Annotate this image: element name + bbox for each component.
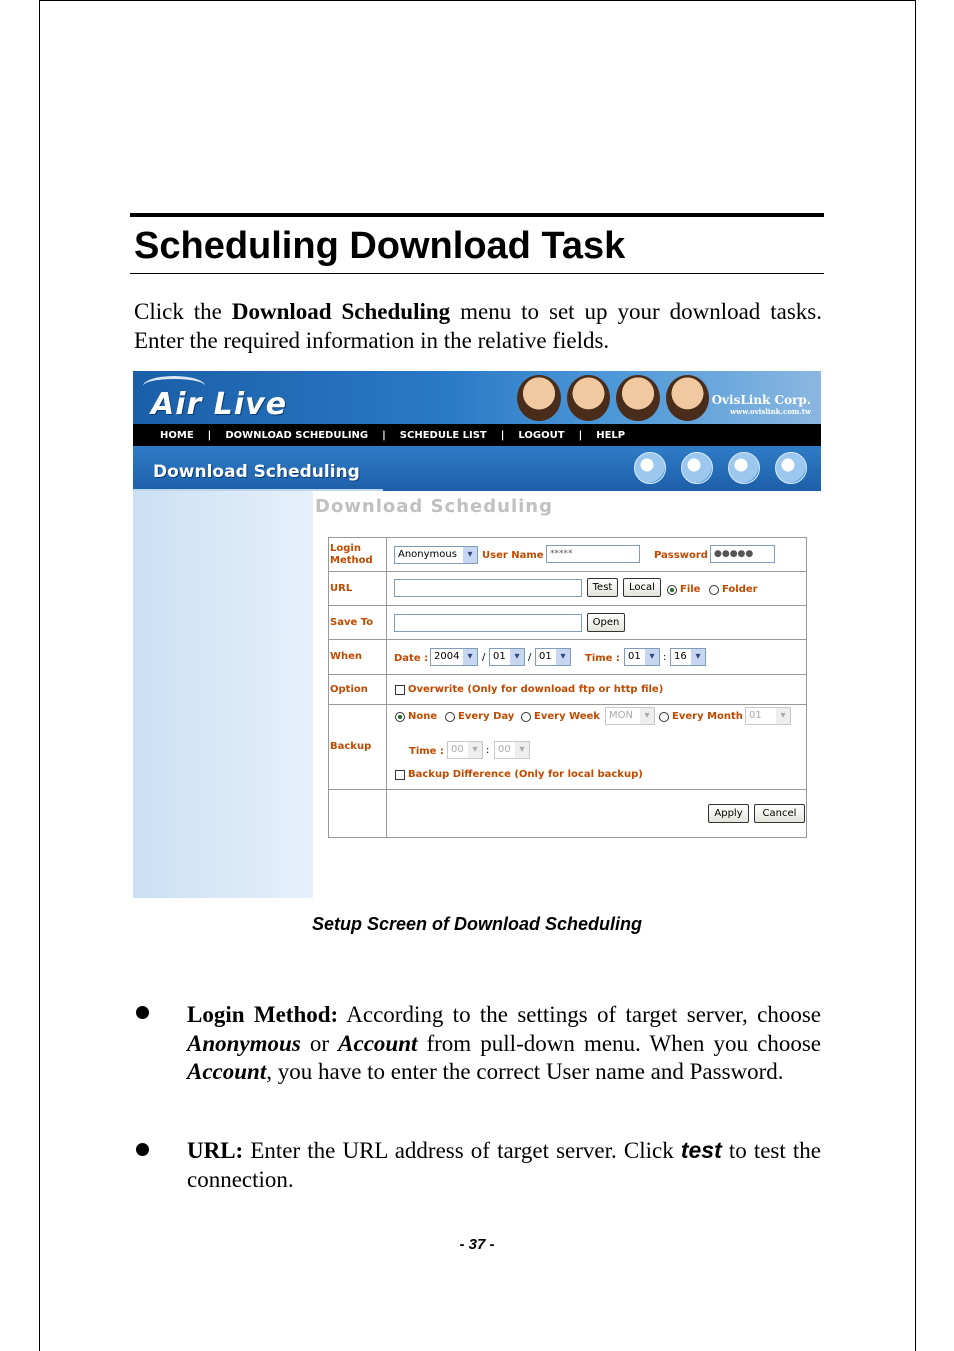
section-heading: Scheduling Download Task — [134, 225, 626, 267]
actions-label-cell — [329, 790, 387, 837]
time-colon: : — [663, 652, 667, 663]
cancel-button[interactable]: Cancel — [754, 804, 805, 823]
globe-icon — [775, 452, 807, 484]
intro-text: Click the — [134, 299, 232, 324]
every-week-radio[interactable] — [521, 712, 531, 722]
password-label: Password — [654, 550, 708, 561]
every-week-label: Every Week — [534, 711, 600, 722]
every-day-radio[interactable] — [445, 712, 455, 722]
row-url — [329, 572, 806, 606]
month-day-select[interactable]: 01 ▾ — [745, 707, 791, 725]
corp-name: OvisLink Corp. — [711, 393, 811, 407]
url-input[interactable] — [394, 579, 582, 597]
page-frame-left — [39, 0, 40, 1351]
open-button[interactable]: Open — [587, 613, 625, 632]
folder-label: Folder — [722, 584, 758, 595]
nav-separator: | — [500, 429, 505, 441]
airlive-logo: Air Live — [151, 387, 288, 422]
day-select[interactable]: 01 ▾ — [535, 648, 571, 666]
user-name-input[interactable]: ***** — [546, 545, 640, 563]
page-title: Download Scheduling — [315, 496, 553, 517]
banner-photo — [513, 371, 713, 424]
password-input[interactable]: ●●●●● — [710, 545, 775, 563]
date-slash: / — [482, 652, 486, 663]
login-anonymous: Anonymous — [187, 1030, 301, 1056]
page-frame-right — [915, 0, 916, 1351]
figure-caption: Setup Screen of Download Scheduling — [311, 914, 643, 934]
date-label: Date : — [394, 653, 429, 664]
screenshot-download-scheduling — [133, 371, 821, 898]
hour-select[interactable]: 01 ▾ — [624, 648, 660, 666]
login-text: from pull-down menu. When you choose — [417, 1030, 821, 1056]
url-test: test — [680, 1137, 722, 1163]
schedule-form — [328, 537, 807, 838]
nav-separator: | — [382, 429, 386, 441]
backup-difference-checkbox[interactable] — [395, 770, 405, 780]
nav-home[interactable]: HOME — [160, 429, 194, 441]
url-label: URL — [329, 572, 387, 605]
every-month-radio[interactable] — [659, 712, 669, 722]
row-save-to — [329, 606, 806, 640]
save-to-label: Save To — [329, 606, 387, 639]
page-number: - 37 - — [459, 1236, 495, 1253]
top-nav — [133, 424, 821, 446]
globe-icon — [728, 452, 760, 484]
login-text: , you have to enter the correct User name and Password. — [266, 1059, 784, 1084]
file-label: File — [680, 584, 701, 595]
heading-rule-top — [130, 213, 824, 217]
row-option — [329, 675, 806, 705]
bullet-dot — [136, 1006, 149, 1019]
local-button[interactable]: Local — [623, 578, 661, 597]
intro-text: menu to set up your download tasks. Enter the required information in the relative fields. — [134, 299, 822, 353]
login-text: According to the settings of target server, choose — [338, 1002, 821, 1027]
corp-logo — [712, 393, 811, 416]
overwrite-checkbox[interactable] — [395, 685, 405, 695]
nav-logout[interactable]: LOGOUT — [518, 429, 565, 441]
login-label-line2: Method — [330, 554, 373, 566]
minute-select[interactable]: 16 ▾ — [670, 648, 706, 666]
url-text: Enter the URL address of target server. Click — [243, 1138, 681, 1163]
login-method-label — [329, 538, 387, 571]
when-label: When — [329, 640, 387, 674]
login-label-line1: Login — [330, 542, 361, 554]
nav-schedule-list[interactable]: SCHEDULE LIST — [399, 429, 487, 441]
save-to-input[interactable] — [394, 614, 582, 632]
backup-time-colon: : — [486, 745, 490, 756]
nav-separator: | — [578, 429, 583, 441]
month-select[interactable]: 01 ▾ — [489, 648, 525, 666]
year-select[interactable]: 2004 ▾ — [430, 648, 478, 666]
apply-button[interactable]: Apply — [708, 804, 749, 823]
test-button[interactable]: Test — [587, 578, 618, 597]
band-title: Download Scheduling — [153, 462, 360, 482]
week-day-select[interactable]: MON ▾ — [605, 707, 655, 725]
backup-label: Backup — [329, 705, 387, 789]
intro-bold: Download Scheduling — [231, 299, 451, 324]
file-radio[interactable] — [667, 585, 677, 595]
url-term: URL: — [187, 1138, 244, 1163]
globe-icon — [634, 452, 666, 484]
heading-rule-bottom — [130, 273, 824, 274]
banner — [133, 371, 821, 424]
row-actions — [329, 790, 806, 837]
row-when — [329, 640, 806, 675]
corp-url: www.ovislink.com.tw — [730, 407, 811, 416]
bullet-dot — [136, 1143, 149, 1156]
child-face-icon — [517, 375, 561, 421]
bullet-login-method — [187, 1001, 821, 1087]
time-label: Time : — [585, 653, 620, 664]
none-radio[interactable] — [395, 712, 405, 722]
nav-download-scheduling[interactable]: DOWNLOAD SCHEDULING — [225, 429, 369, 441]
login-account: Account — [187, 1059, 267, 1084]
child-face-icon — [666, 375, 710, 421]
globe-group — [634, 452, 807, 484]
folder-radio[interactable] — [709, 585, 719, 595]
nav-separator: | — [207, 429, 212, 441]
globe-icon — [681, 452, 713, 484]
overwrite-label: Overwrite (Only for download ftp or http file) — [408, 684, 664, 695]
date-slash: / — [528, 652, 532, 663]
page-frame-top — [39, 0, 916, 1]
login-text: or — [300, 1030, 339, 1056]
intro-paragraph — [134, 297, 822, 355]
backup-difference-label: Backup Difference (Only for local backup) — [408, 769, 643, 780]
backup-minute-select[interactable]: 00 ▾ — [494, 741, 530, 759]
child-face-icon — [616, 375, 660, 421]
option-label: Option — [329, 675, 387, 704]
backup-time-label: Time : — [409, 746, 444, 757]
child-face-icon — [567, 375, 611, 421]
every-day-label: Every Day — [458, 711, 515, 722]
row-login-method — [329, 538, 806, 572]
none-label: None — [408, 711, 438, 722]
url-text: to test the connection. — [187, 1138, 821, 1192]
nav-help[interactable]: HELP — [596, 429, 626, 441]
login-term: Login Method: — [187, 1002, 339, 1027]
left-sidepane — [133, 491, 313, 898]
login-method-select[interactable]: Anonymous ▾ — [394, 546, 478, 564]
login-account: Account — [338, 1030, 418, 1056]
section-band — [133, 446, 821, 491]
backup-hour-select[interactable]: 00 ▾ — [447, 741, 483, 759]
row-backup — [329, 705, 806, 790]
user-name-label: User Name — [482, 550, 544, 561]
every-month-label: Every Month — [672, 711, 743, 722]
bullet-url — [187, 1136, 821, 1194]
